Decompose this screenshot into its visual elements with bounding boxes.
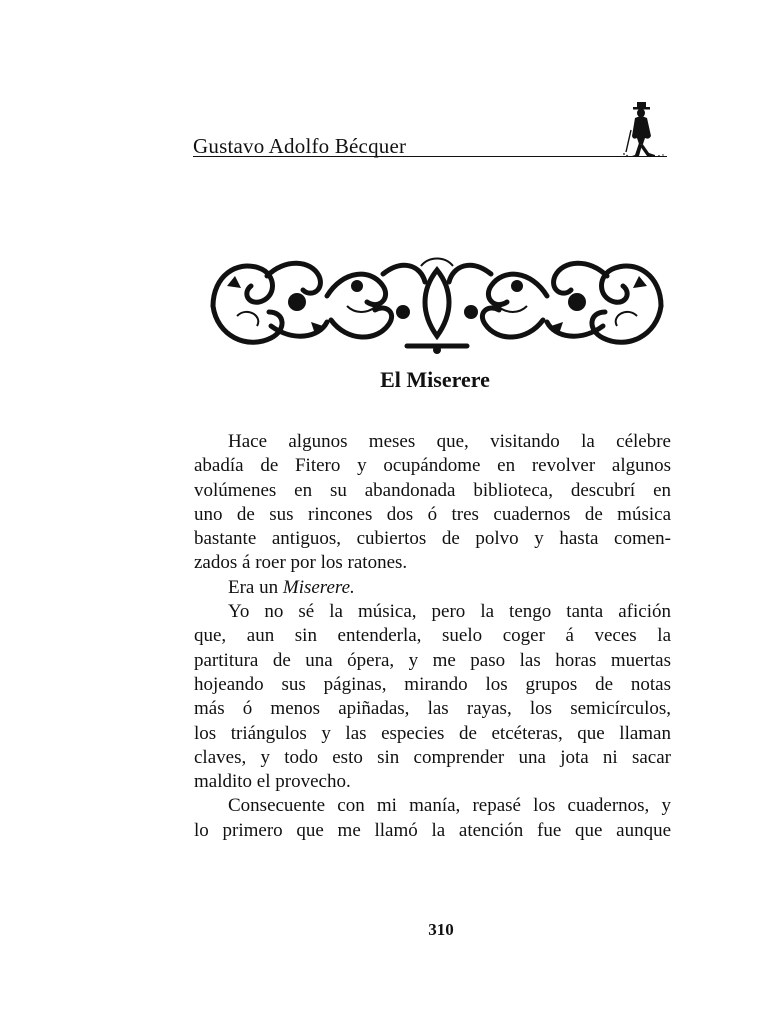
text-line: lo primero que me llamó la atención fue que aunque xyxy=(194,819,671,841)
line-prefix: Era un xyxy=(228,576,283,598)
text-line: maldito el provecho. xyxy=(194,771,351,793)
text-line: Hace algunos meses que, visitando la célebre xyxy=(228,431,671,452)
text-line: Consecuente con mi manía, repasé los cuadernos, y xyxy=(228,795,671,817)
emphasized-title: Miserere. xyxy=(282,576,355,598)
text-line: uno de sus rincones dos ó tres cuadernos de música xyxy=(194,503,671,525)
text-line: hojeando sus páginas, mirando los grupos de notas xyxy=(194,673,671,695)
page-number: 310 xyxy=(428,920,454,939)
body-text xyxy=(194,430,671,843)
text-line xyxy=(194,576,671,600)
text-line: que, aun sin entenderla, suelo coger á veces la xyxy=(194,625,671,647)
walking-figure-icon xyxy=(621,100,667,158)
text-line: abadía de Fitero y ocupándome en revolver algunos xyxy=(194,455,671,477)
floral-scroll-ornament xyxy=(207,246,667,358)
text-line: claves, y todo esto sin comprender una jota ni sacar xyxy=(194,746,671,768)
text-line: Yo no sé la música, pero la tengo tanta afición xyxy=(228,601,671,623)
running-header xyxy=(193,132,669,162)
header-rule xyxy=(193,156,667,157)
chapter-title: El Miserere xyxy=(380,367,490,392)
text-line: volúmenes en su abandonada biblioteca, descubrí en xyxy=(194,479,671,501)
author-name: Gustavo Adolfo Bécquer xyxy=(193,134,407,158)
text-line: zados á roer por los ratones. xyxy=(194,552,408,574)
text-line: bastante antiguos, cubiertos de polvo y hasta comen- xyxy=(194,528,671,550)
text-line: los triángulos y las especies de etcéteras, que llaman xyxy=(194,722,671,744)
text-line: más ó menos apiñadas, las rayas, los semicírculos, xyxy=(194,698,671,720)
text-line: partitura de una ópera, y me paso las horas muertas xyxy=(194,649,671,671)
